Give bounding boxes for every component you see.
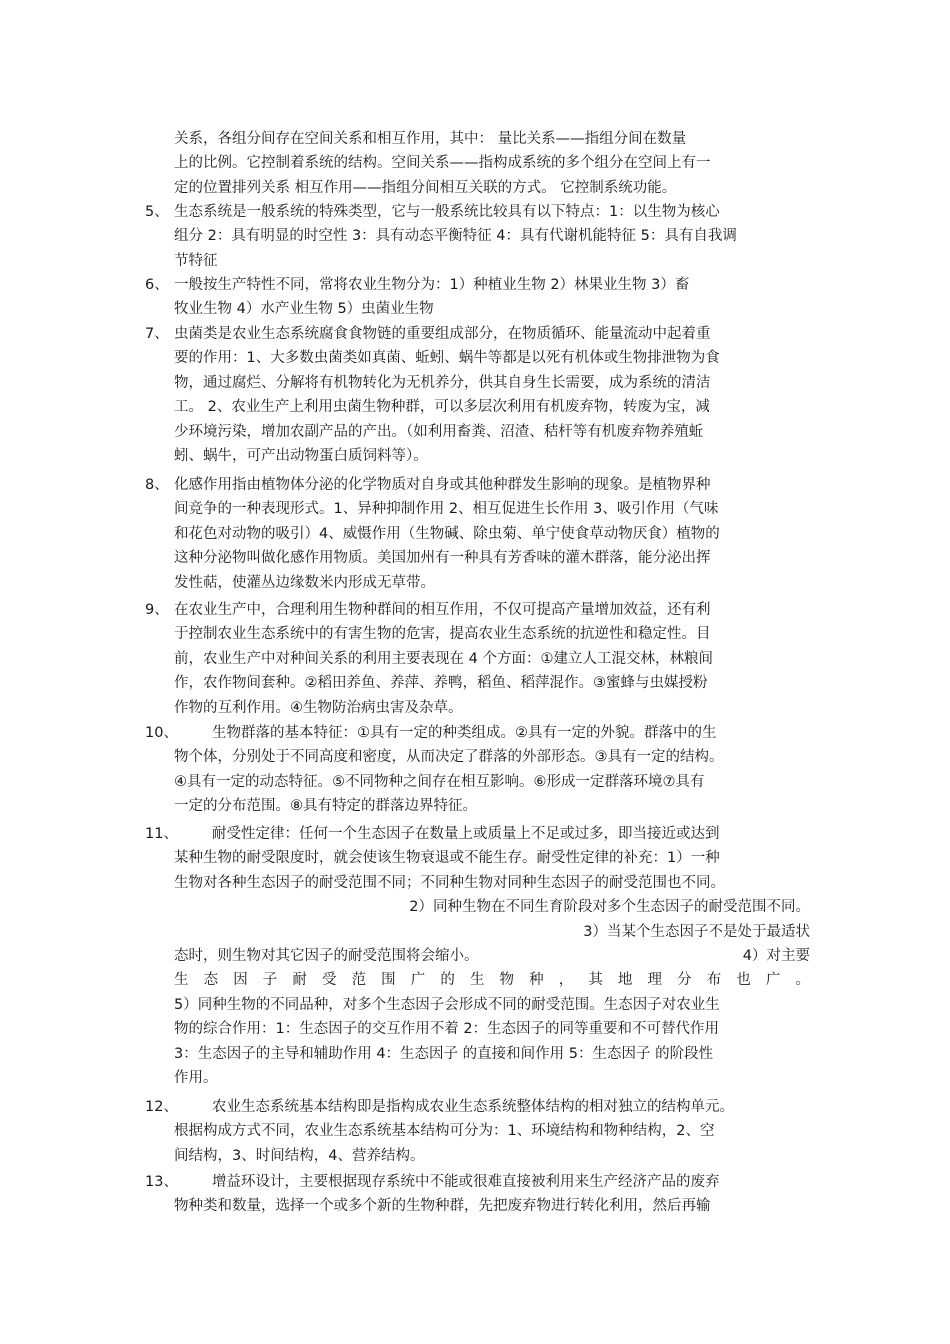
- text-line: 定的位置排列关系 相互作用——指组分间相互关联的方式。 它控制系统功能。: [174, 179, 677, 196]
- text-line: 少环境污染，增加农副产品的产出。（如利用畜粪、沼渣、秸杆等有机废弃物养殖蚯: [174, 423, 704, 440]
- item-number: 5、: [145, 204, 169, 220]
- text-line: 物个体，分别处于不同高度和密度，从而决定了群落的外部形态。③具有一定的结构。: [174, 749, 724, 766]
- text-line: 生物对各种生态因子的耐受范围不同；不同种生物对同种生态因子的耐受范围也不同。: [174, 874, 725, 891]
- text-line: 2）同种生物在不同生育阶段对多个生态因子的耐受范围不同。: [409, 899, 810, 916]
- text-line: 3：生态因子的主导和辅助作用 4：生态因子 的直接和间作用 5：生态因子 的阶段性: [174, 1045, 714, 1062]
- text-line: 要的作用：1、大多数虫菌类如真菌、蚯蚓、蜗牛等都是以死有机体或生物排泄物为食: [174, 350, 720, 367]
- text-line: 于控制农业生态系统中的有害生物的危害，提高农业生态系统的抗逆性和稳定性。目: [174, 626, 711, 643]
- text-line: 节特征: [174, 252, 218, 269]
- item-12: [174, 1095, 810, 1168]
- text-line: 作物的互利作用。④生物防治病虫害及杂草。: [174, 699, 463, 716]
- text-line: 工。 2、农业生产上利用虫菌生物种群，可以多层次利用有机废弃物，转废为宝，减: [174, 399, 710, 416]
- text-line: 3）当某个生态因子不是处于最适状: [583, 923, 810, 940]
- text-line: 作用。: [174, 1069, 218, 1086]
- text-line: 生 态 因 子 耐 受 范 围 广 的 生 物 种 ， 其 地 理 分 布 也 广 。: [174, 972, 810, 989]
- item-10: [174, 721, 810, 819]
- text-line: 前，农业生产中对种间关系的利用主要表现在 4 个方面：①建立人工混交林，林粮间: [174, 650, 713, 667]
- item-number: 7、: [145, 326, 169, 342]
- text-line: 某种生物的耐受限度时，就会使该生物衰退或不能生存。耐受性定律的补充：1）一种: [174, 850, 720, 867]
- item-11: [174, 822, 810, 1090]
- text-line: 发性萜，使灌丛边缘数米内形成无草带。: [174, 574, 435, 591]
- text-line: 和花色对动物的吸引）4、威慑作用（生物碱、除虫菊、单宁使食草动物厌食）植物的: [174, 525, 720, 542]
- item-number: 13、: [145, 1174, 178, 1190]
- text-line: 根据构成方式不同，农业生态系统基本结构可分为：1、环境结构和物种结构，2、空: [174, 1123, 715, 1140]
- text-line: 耐受性定律：任何一个生态因子在数量上或质量上不足或过多，即当接近或达到: [212, 826, 720, 842]
- text-line: 这种分泌物叫做化感作用物质。美国加州有一种具有芳香味的灌木群落，能分泌出挥: [174, 550, 711, 567]
- intro-paragraph: [174, 127, 810, 200]
- item-7: [174, 322, 810, 468]
- text-line: 农业生态系统基本结构即是指构成农业生态系统整体结构的相对独立的结构单元。: [212, 1099, 734, 1115]
- text-line: 物种类和数量，选择一个或多个新的生物种群，先把废弃物进行转化利用，然后再输: [174, 1198, 711, 1215]
- text-line: ④具有一定的动态特征。⑤不同物种之间存在相互影响。⑥形成一定群落环境⑦具有: [174, 773, 705, 790]
- text-line: 生物群落的基本特征：①具有一定的种类组成。②具有一定的外貌。群落中的生: [212, 725, 717, 741]
- item-6: [174, 273, 810, 322]
- item-number: 10、: [145, 725, 178, 741]
- text-line: 蚓、蜗牛，可产出动物蛋白质饲料等）。: [174, 447, 428, 464]
- item-13: [174, 1170, 810, 1219]
- text-line: 生态系统是一般系统的特殊类型，它与一般系统比较具有以下特点：1：以生物为核心: [174, 204, 720, 220]
- text-line: 虫菌类是农业生态系统腐食食物链的重要组成部分，在物质循环、能量流动中起着重: [174, 326, 711, 342]
- text-line: 一定的分布范围。⑧具有特定的群落边界特征。: [174, 798, 477, 815]
- item-9: [174, 598, 810, 720]
- item-number: 6、: [145, 277, 169, 293]
- text-line: 作，农作物间套种。②稻田养鱼、养萍、养鸭，稻鱼、稻萍混作。③蜜蜂与虫媒授粉: [174, 675, 708, 692]
- text-line: 4）对主要: [742, 947, 810, 964]
- text-line: 态时，则生物对其它因子的耐受范围将会缩小。: [174, 947, 479, 964]
- text-line: 5）同种生物的不同品种，对多个生态因子会形成不同的耐受范围。生态因子对农业生: [174, 996, 720, 1013]
- text-line: 间竞争的一种表现形式。1、异种抑制作用 2、相互促进生长作用 3、吸引作用（气味: [174, 501, 719, 518]
- text-line: 化感作用指由植物体分泌的化学物质对自身或其他种群发生影响的现象。是植物界种: [174, 477, 711, 493]
- text-line: 关系，各组分间存在空间关系和相互作用，其中： 量比关系——指组分间在数量: [174, 131, 687, 147]
- text-line: 物，通过腐烂、分解将有机物转化为无机养分，供其自身生长需要，成为系统的清洁: [174, 374, 711, 391]
- item-number: 12、: [145, 1099, 178, 1115]
- text-line: 组分 2：具有明显的时空性 3：具有动态平衡特征 4：具有代谢机能特征 5：具有自我调: [174, 228, 737, 245]
- text-line: 物的综合作用：1：生态因子的交互作用不着 2：生态因子的同等重要和不可替代作用: [174, 1021, 720, 1038]
- text-line: 间结构，3、时间结构，4、营养结构。: [174, 1147, 425, 1164]
- text-line: 牧业生物 4）水产业生物 5）虫菌业生物: [174, 301, 434, 318]
- text-line: 一般按生产特性不同，常将农业生物分为：1）种植业生物 2）林果业生物 3）畜: [174, 277, 690, 293]
- item-number: 8、: [145, 477, 169, 493]
- item-8: [174, 473, 810, 595]
- text-line: 在农业生产中，合理利用生物种群间的相互作用，不仅可提高产量增加效益，还有利: [174, 602, 711, 618]
- item-number: 11、: [145, 826, 178, 842]
- item-5: [174, 200, 810, 273]
- item-number: 9、: [145, 602, 169, 618]
- text-line: 增益环设计，主要根据现存系统中不能或很难直接被利用来生产经济产品的废弃: [212, 1174, 720, 1190]
- text-line: 上的比例。它控制着系统的结构。空间关系——指构成系统的多个组分在空间上有一: [174, 155, 711, 172]
